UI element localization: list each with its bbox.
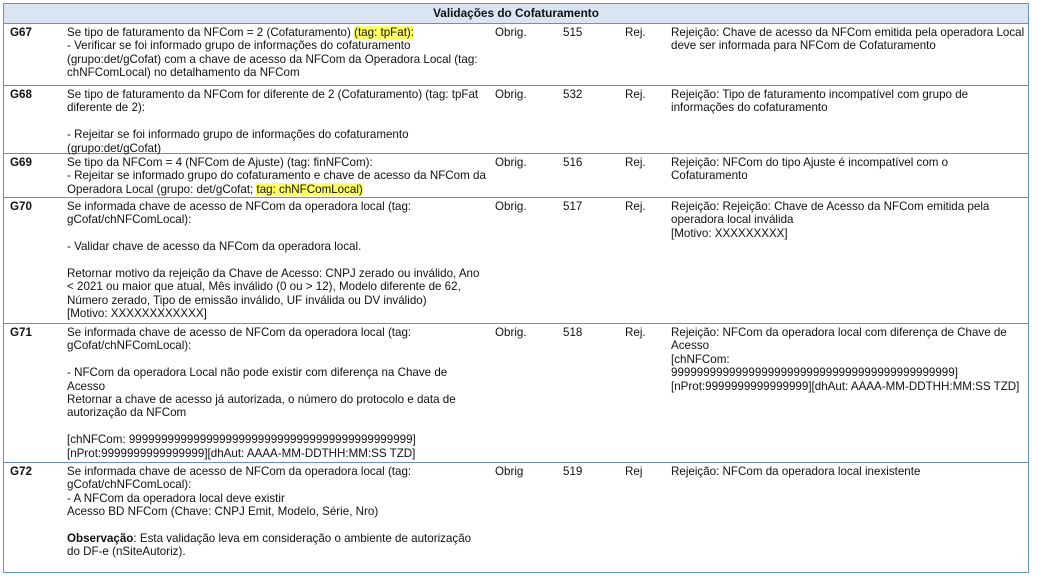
rule-obligation: Obrig. xyxy=(495,326,527,339)
table-row xyxy=(4,463,1028,572)
rule-number: 515 xyxy=(563,26,583,39)
rule-obligation: Obrig. xyxy=(495,88,527,101)
rule-code: G70 xyxy=(10,200,32,213)
rule-message: Rejeição: Chave de acesso da NFCom emitida pela operadora Local deve ser informada para NFCom de Cofaturamento xyxy=(671,26,1028,53)
rule-number: 516 xyxy=(563,156,583,169)
rule-code: G69 xyxy=(10,156,32,169)
rule-effect: Rej. xyxy=(625,88,646,101)
rule-code: G67 xyxy=(10,26,32,39)
rule-description: Se informada chave de acesso de NFCom da operadora local (tag: gCofat/chNFComLocal): - NFCom da operadora Local não pode existir com diferença na Chave de Acesso Retornar a chave de acesso já autorizada, o número do protocolo e data de autorização da NFCom [chNFCom: 99999999999999999999999999999999999999999999] [nProt:9999999999999999][dhAut: AAAA-MM-DDTHH:MM:SS TZD] xyxy=(67,326,456,460)
table-row xyxy=(4,324,1028,463)
rule-effect: Rej. xyxy=(625,26,646,39)
table-title: Validações do Cofaturamento xyxy=(4,4,1028,24)
rule-message: Rejeição: Rejeição: Chave de Acesso da NFCom emitida pela operadora local inválida [Motivo: XXXXXXXXX] xyxy=(671,200,990,240)
rule-effect: Rej. xyxy=(625,200,646,213)
rule-message: Rejeição: NFCom da operadora local inexistente xyxy=(671,465,921,478)
validation-table xyxy=(3,3,1029,573)
rule-obligation: Obrig xyxy=(495,465,524,478)
rule-message: Rejeição: NFCom da operadora local com diferença de Chave de Acesso [chNFCom: 99999999999999999999999999999999999999999999] [nProt:9999999999999999][dhAut: AAAA-MM-DDTHH:MM:SS TZD] xyxy=(671,326,1020,393)
rule-number: 519 xyxy=(563,465,583,478)
table-row xyxy=(4,198,1028,324)
rule-description: Se tipo da NFCom = 4 (NFCom de Ajuste) (tag: finNFCom): - Rejeitar se informado grupo do cofaturamento e chave de acesso da NFCom da Operadora Local (grupo: det/gCofat; tag: chNFComLocal) xyxy=(67,156,486,196)
rule-obligation: Obrig. xyxy=(495,26,527,39)
rule-number: 518 xyxy=(563,326,583,339)
table-row xyxy=(4,24,1028,86)
rule-code: G68 xyxy=(10,88,32,101)
rule-description: Se informada chave de acesso de NFCom da operadora local (tag: gCofat/chNFComLocal): - Validar chave de acesso da NFCom da operadora local. Retornar motivo da rejeição da Chave de Acesso: CNPJ zerado ou inválido, Ano < 2021 ou maior que atual, Mês inválido (0 ou > 12), Modelo diferente de 62, Número zerado, Tipo de emissão inválido, UF inválida ou DV inválido) [Motivo: XXXXXXXXXXXX] xyxy=(67,200,480,321)
rule-description: Se tipo de faturamento da NFCom = 2 (Cofaturamento) (tag: tpFat): - Verificar se foi informado grupo de informações do cofaturamento (grupo:det/gCofat) com a chave de acesso da NFCom da Operadora Local (tag: chNFComLocal) no detalhamento da NFCom xyxy=(67,26,478,80)
rule-obligation: Obrig. xyxy=(495,200,527,213)
table-row xyxy=(4,154,1028,198)
rule-effect: Rej. xyxy=(625,156,646,169)
rule-effect: Rej. xyxy=(625,326,646,339)
rule-code: G72 xyxy=(10,465,32,478)
rule-effect: Rej xyxy=(625,465,643,478)
highlight-mark: (tag: tpFat): xyxy=(354,26,415,39)
highlight-mark: tag: chNFComLocal) xyxy=(256,182,363,196)
rule-description: Se informada chave de acesso de NFCom da operadora local (tag: gCofat/chNFComLocal): - A NFCom da operadora local deve existir Acesso BD NFCom (Chave: CNPJ Emit, Modelo, Série, Nro) Observação: Esta validação leva em consideração o ambiente de autorização do DF-e (nSiteAutoriz). xyxy=(67,465,475,559)
rule-message: Rejeição: Tipo de faturamento incompatível com grupo de informações do cofaturamento xyxy=(671,88,972,115)
rule-description: Se tipo de faturamento da NFCom for diferente de 2 (Cofaturamento) (tag: tpFat diferente de 2): - Rejeitar se foi informado grupo de informações do cofaturamento (grupo:det/gCofat) xyxy=(67,88,479,155)
rule-number: 532 xyxy=(563,88,583,101)
table-row xyxy=(4,86,1028,154)
rule-message: Rejeição: NFCom do tipo Ajuste é incompatível com o Cofaturamento xyxy=(671,156,952,183)
rule-obligation: Obrig. xyxy=(495,156,527,169)
observation-label: Observação xyxy=(67,532,134,546)
rule-code: G71 xyxy=(10,326,32,339)
rule-number: 517 xyxy=(563,200,583,213)
